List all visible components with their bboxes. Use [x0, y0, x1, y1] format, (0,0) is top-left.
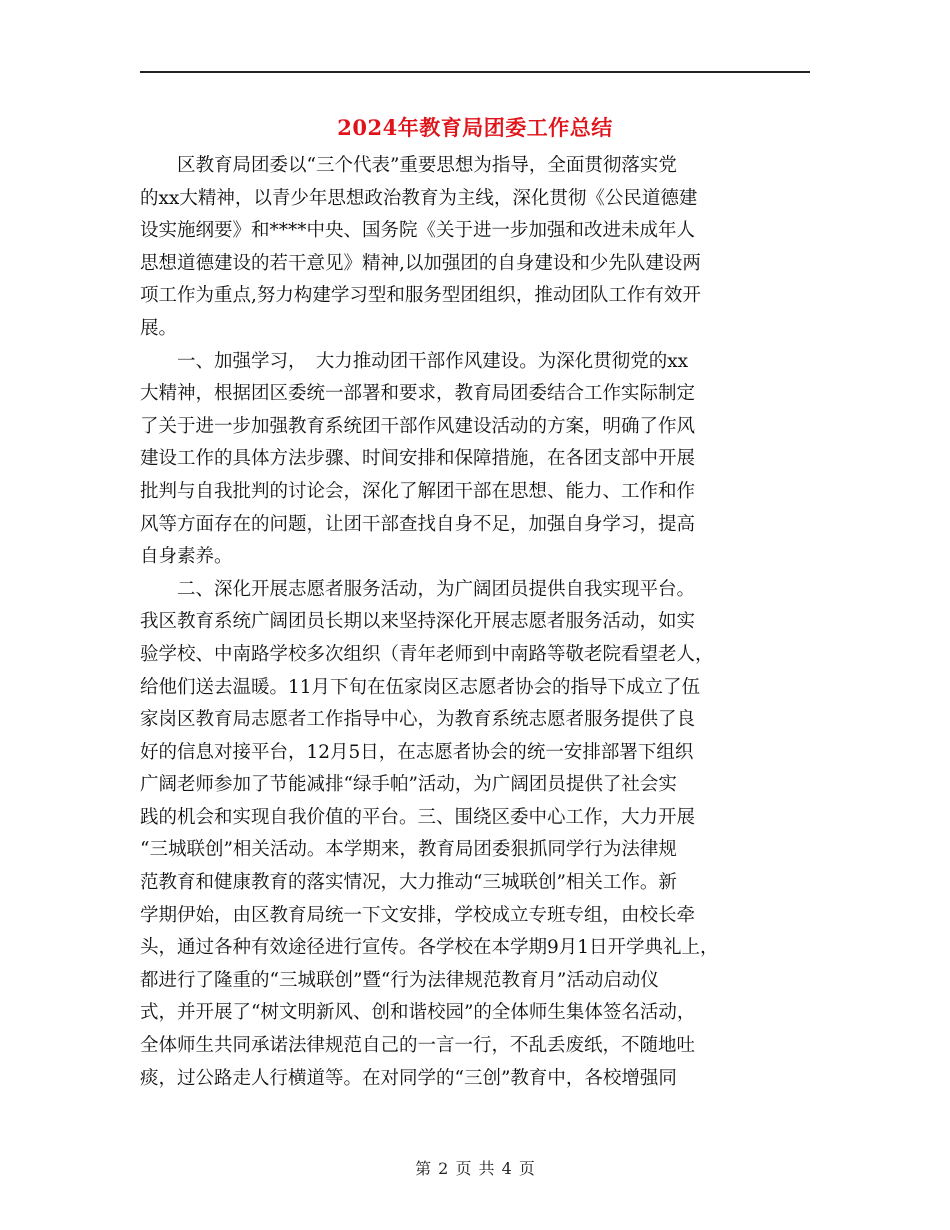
text-line: “三城联创”相关活动。本学期来，教育局团委狠抓同学行为法律规 — [140, 839, 677, 861]
header-rule — [140, 71, 810, 73]
text-line: 学期伊始，由区教育局统一下文安排，学校成立专班专组，由校长牵 — [140, 904, 696, 926]
text-line: 广阔老师参加了节能减排“绿手帕”活动，为广阔团员提供了社会实 — [140, 774, 677, 796]
text-line: 的xx大精神，以青少年思想政治教育为主线，深化贯彻《公民道德建 — [140, 187, 698, 209]
text-line: 风等方面存在的问题，让团干部查找自身不足，加强自身学习，提高 — [140, 513, 696, 535]
text-line: 批判与自我批判的讨论会，深化了解团干部在思想、能力、工作和作 — [140, 480, 696, 502]
text-line: 了关于进一步加强教育系统团干部作风建设活动的方案，明确了作风 — [140, 415, 696, 437]
text-line: 践的机会和实现自我价值的平台。三、围绕区委中心工作，大力开展 — [140, 806, 696, 828]
text-line: 大精神，根据团区委统一部署和要求，教育局团委结合工作实际制定 — [140, 383, 696, 405]
text-line: 验学校、中南路学校多次组织（青年老师到中南路等敬老院看望老人， — [140, 643, 714, 665]
text-line: 全体师生共同承诺法律规范自己的一言一行，不乱丢废纸，不随地吐 — [140, 1035, 696, 1057]
page-number: 第 2 页 共 4 页 — [415, 1159, 535, 1178]
text-line: 项工作为重点,努力构建学习型和服务型团组织，推动团队工作有效开 — [140, 285, 701, 307]
text-line: 给他们送去温暖。11月下旬在伍家岗区志愿者协会的指导下成立了伍 — [140, 676, 701, 698]
text-line: 区教育局团委以“三个代表”重要思想为指导，全面贯彻落实党 — [140, 155, 677, 176]
text-line: 自身素养。 — [140, 546, 233, 568]
text-line: 一、加强学习， 大力推动团干部作风建设。为深化贯彻党的xx — [140, 350, 689, 372]
text-line: 式，并开展了“树文明新风、创和谐校园”的全体师生集体签名活动， — [140, 1002, 696, 1024]
text-line: 好的信息对接平台，12月5日，在志愿者协会的统一安排部署下组织 — [140, 741, 694, 763]
text-line: 二、深化开展志愿者服务活动，为广阔团员提供自我实现平台。 — [140, 578, 696, 600]
text-line: 头，通过各种有效途径进行宣传。各学校在本学期9月1日开学典礼上， — [140, 937, 719, 959]
text-line: 都进行了隆重的“三城联创”暨“行为法律规范教育月”活动启动仪 — [140, 969, 659, 991]
text-line: 思想道德建设的若干意见》精神,以加强团的自身建设和少先队建设两 — [140, 252, 701, 274]
text-line: 展。 — [140, 317, 178, 339]
document-body — [140, 150, 810, 1095]
text-line: 痰，过公路走人行横道等。在对同学的“三创”教育中，各校增强同 — [140, 1067, 677, 1089]
text-line: 家岗区教育局志愿者工作指导中心，为教育系统志愿者服务提供了良 — [140, 709, 696, 731]
text-line: 设实施纲要》和****中央、国务院《关于进一步加强和改进未成年人 — [140, 220, 696, 242]
text-line: 我区教育系统广阔团员长期以来坚持深化开展志愿者服务活动，如实 — [140, 611, 696, 633]
text-line: 范教育和健康教育的落实情况，大力推动“三城联创”相关工作。新 — [140, 872, 677, 894]
document-title: 2024年教育局团委工作总结 — [337, 115, 613, 140]
text-line: 建设工作的具体方法步骤、时间安排和保障措施，在各团支部中开展 — [140, 448, 696, 470]
